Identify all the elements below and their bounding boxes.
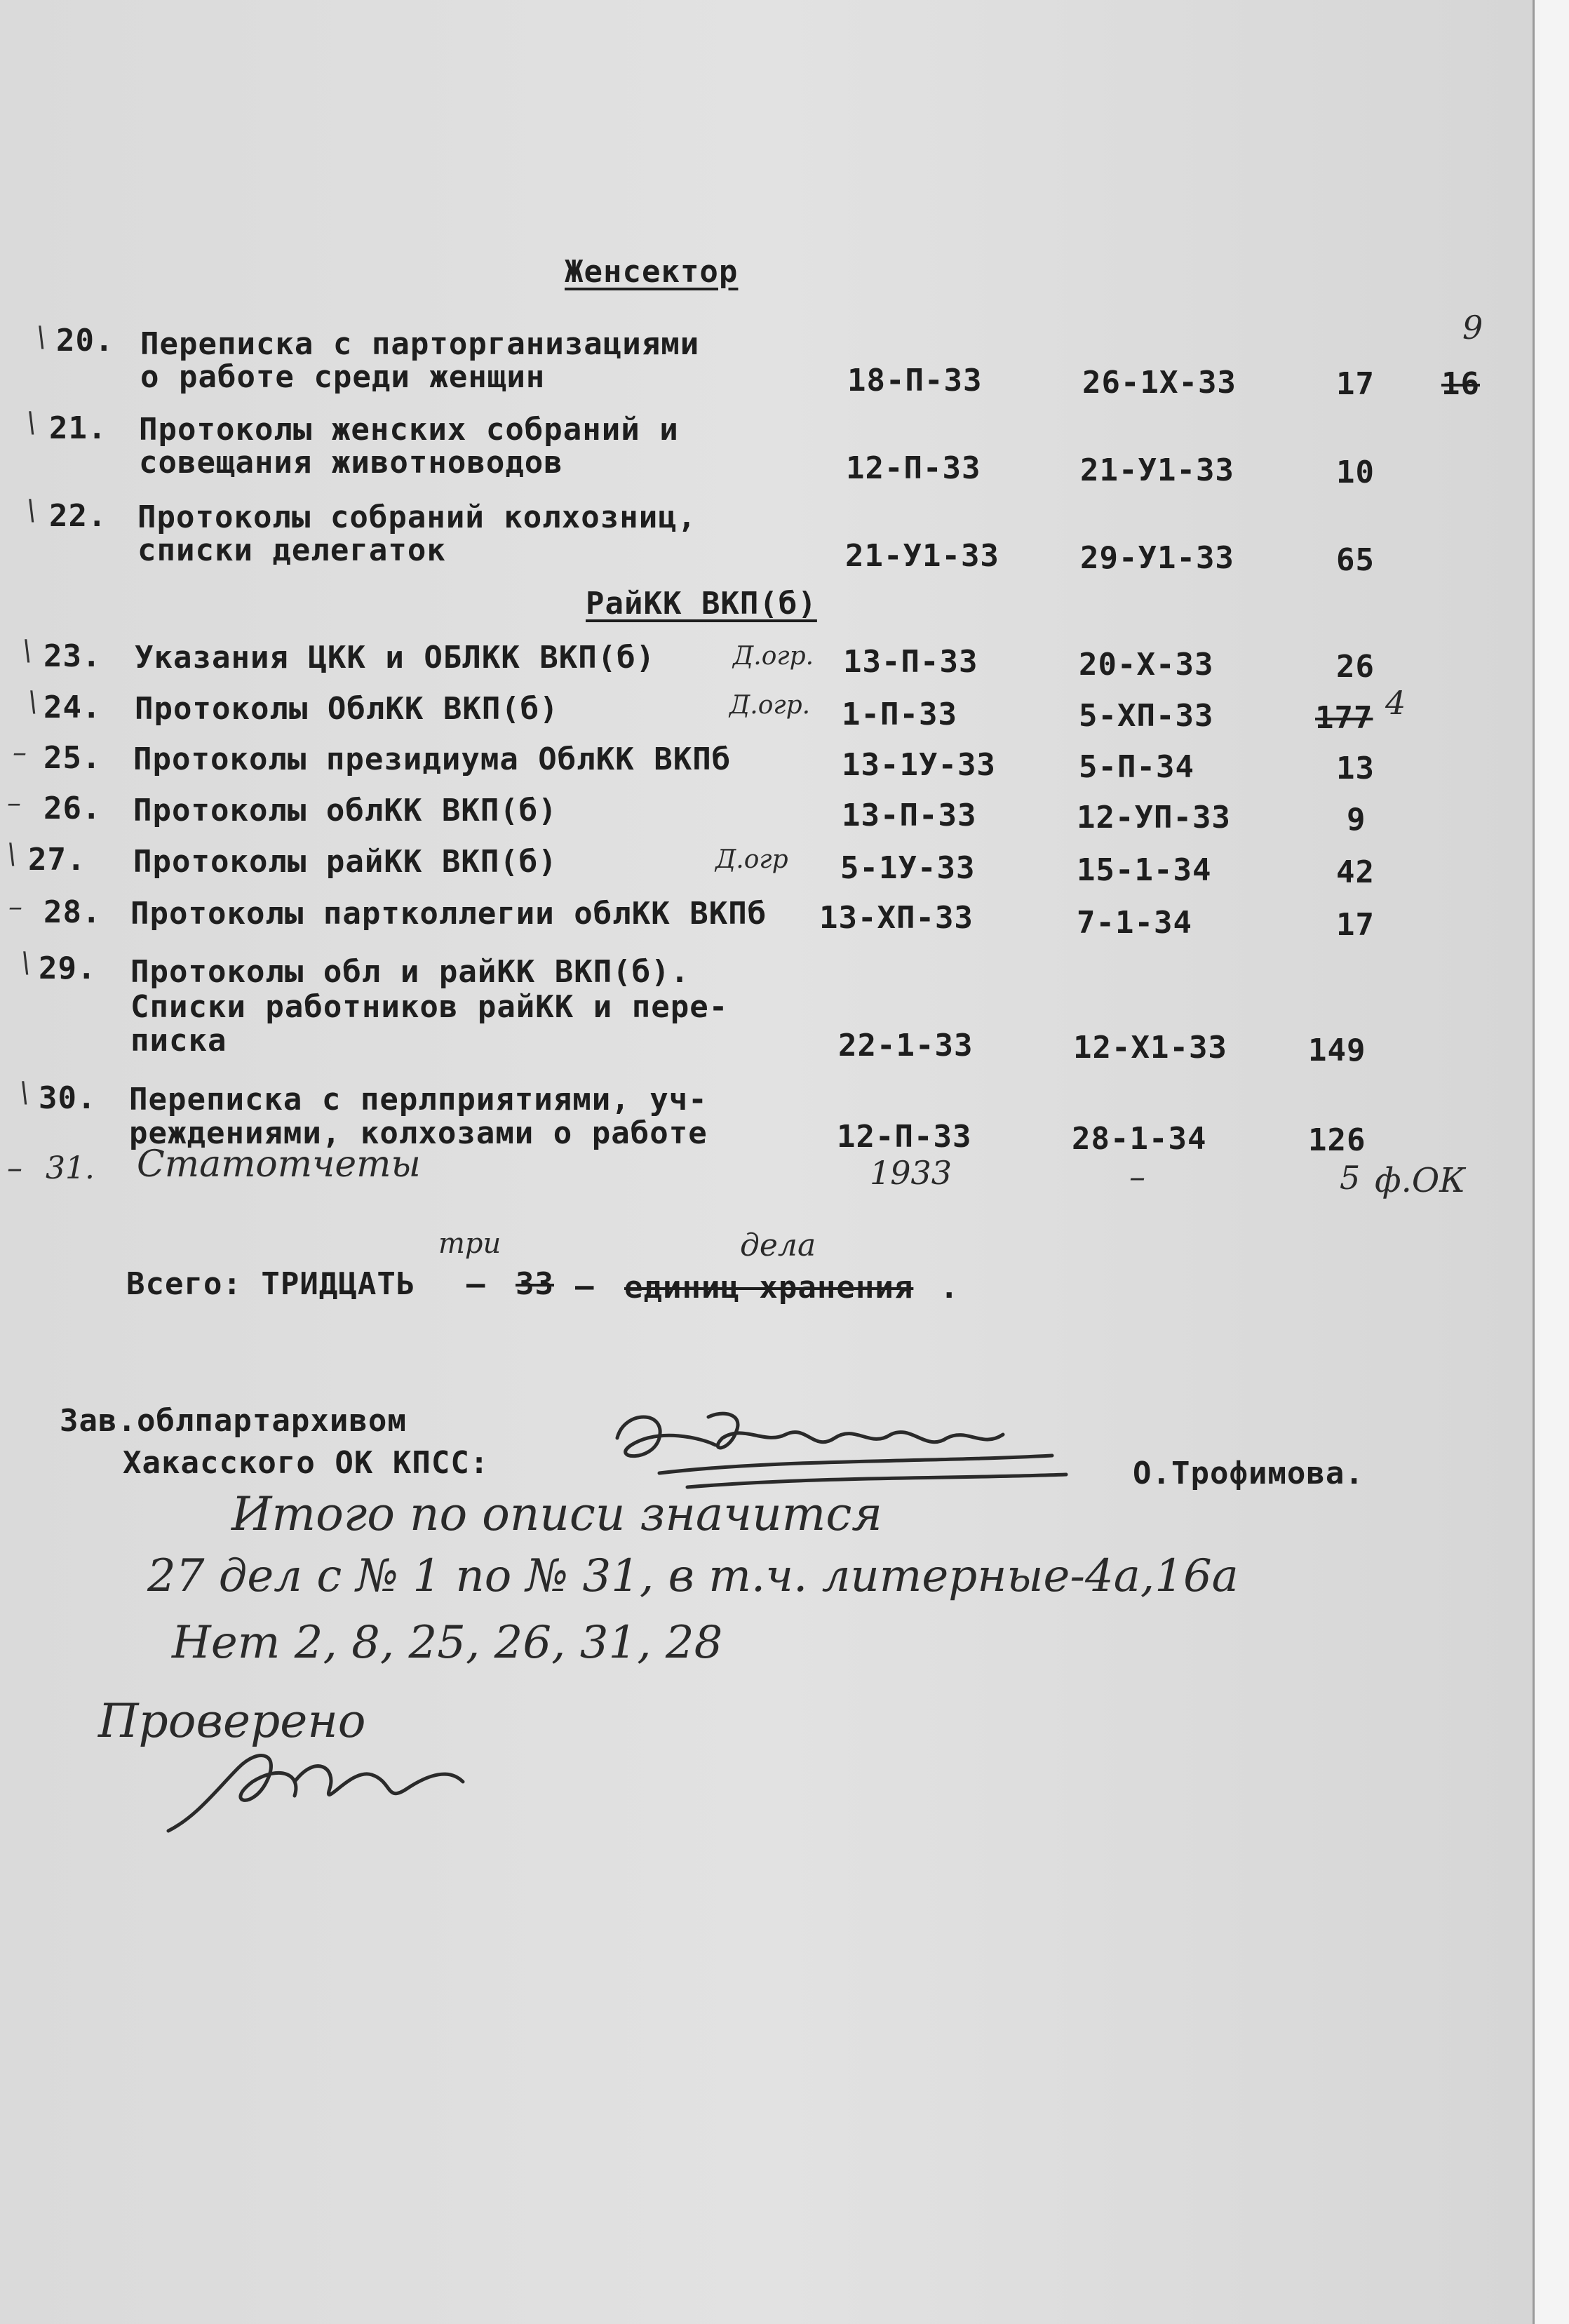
row-31-year: 1933 — [870, 1154, 952, 1192]
row-20-end-date: 26-1Х-33 — [1082, 365, 1237, 401]
row-20-tick: \ — [36, 321, 46, 354]
row-23-title: Указания ЦКК и ОБЛКК ВКП(б) — [135, 640, 656, 676]
row-24-end-date: 5-ХП-33 — [1079, 698, 1214, 734]
total-dash: – — [466, 1266, 486, 1302]
row-20-extra-handwritten: 9 — [1462, 309, 1483, 347]
row-21-title-line1: Протоколы женских собраний и — [139, 412, 679, 448]
row-29-title-line2: Списки работников райКК и пере- — [130, 989, 729, 1025]
row-24-tick: \ — [28, 686, 38, 718]
signature-name: О.Трофимова. — [1133, 1456, 1364, 1491]
row-20-extra-struck: 16 — [1441, 366, 1480, 402]
note-line-4: Проверено — [98, 1694, 366, 1748]
signature-title-line1: Зав.облпартархивом — [60, 1403, 407, 1439]
row-25-number: 25. — [43, 740, 102, 776]
row-27-number: 27. — [28, 842, 86, 878]
row-31-number: 31. — [46, 1150, 95, 1186]
row-21-tick: \ — [27, 407, 36, 439]
row-29-sheets: 149 — [1308, 1033, 1366, 1068]
total-dash-2: – — [575, 1268, 595, 1304]
row-28-title: Протоколы партколлегии облКК ВКПб — [130, 896, 767, 932]
row-25-sheets: 13 — [1336, 751, 1375, 786]
total-struck-number: 33 — [516, 1266, 554, 1302]
note-line-3: Нет 2, 8, 25, 26, 31, 28 — [172, 1617, 723, 1669]
row-30-number: 30. — [39, 1080, 97, 1116]
row-24-sheets-struck: 177 — [1315, 700, 1373, 736]
page-edge — [1533, 0, 1569, 2324]
row-30-sheets: 126 — [1308, 1122, 1366, 1158]
row-20-title-line1: Переписка с парторганизациями — [140, 326, 700, 362]
row-23-note: Д.огр. — [733, 642, 814, 671]
row-20-sheets: 17 — [1336, 366, 1375, 402]
row-27-end-date: 15-1-34 — [1077, 852, 1212, 888]
row-21-end-date: 21-У1-33 — [1080, 452, 1234, 488]
total-prefix: Всего: ТРИДЦАТЬ — [126, 1266, 416, 1302]
row-30-title-line1: Переписка с перлприятиями, уч- — [129, 1082, 708, 1117]
row-29-title-line1: Протоколы обл и райКК ВКП(б). — [130, 954, 690, 990]
row-21-title-line2: совещания животноводов — [139, 445, 563, 481]
total-end: . — [940, 1270, 959, 1305]
row-26-title: Протоколы облКК ВКП(б) — [133, 793, 558, 828]
row-24-number: 24. — [43, 690, 102, 725]
note-line-2: 27 дел с № 1 по № 31, в т.ч. литерные-4а,16а — [147, 1550, 1239, 1602]
director-signature — [603, 1396, 1080, 1501]
row-30-end-date: 28-1-34 — [1072, 1121, 1207, 1157]
row-22-title-line1: Протоколы собраний колхозниц, — [137, 499, 697, 535]
row-20-start-date: 18-П-33 — [847, 363, 983, 398]
row-20-number: 20. — [56, 323, 114, 358]
row-28-number: 28. — [43, 894, 102, 930]
row-29-number: 29. — [39, 951, 97, 986]
total-handwritten-three: три — [438, 1228, 501, 1260]
section-title-raykk: РайКК ВКП(б) — [586, 586, 817, 622]
row-25-title: Протоколы президиума ОблКК ВКПб — [133, 741, 732, 777]
row-28-start-date: 13-ХП-33 — [819, 900, 974, 936]
row-29-start-date: 22-1-33 — [838, 1028, 974, 1063]
row-26-start-date: 13-П-33 — [842, 798, 977, 833]
row-20-title-line2: о работе среди женщин — [140, 359, 546, 395]
note-line-1: Итого по описи значится — [231, 1487, 882, 1541]
row-22-number: 22. — [49, 498, 107, 534]
row-22-title-line2: списки делегаток — [137, 532, 446, 568]
row-22-end-date: 29-У1-33 — [1080, 540, 1234, 576]
row-31-end-dash: – — [1129, 1157, 1145, 1195]
row-29-title-line3: писка — [130, 1023, 227, 1059]
row-22-tick: \ — [27, 495, 36, 527]
row-29-end-date: 12-Х1-33 — [1073, 1030, 1227, 1066]
row-21-number: 21. — [49, 410, 107, 446]
row-27-note: Д.огр — [715, 845, 788, 874]
row-28-tick: – — [8, 891, 22, 923]
section-title-zhensektor: Женсектор — [565, 254, 739, 290]
row-26-end-date: 12-УП-33 — [1077, 800, 1231, 835]
row-31-title: Статотчеты — [137, 1143, 421, 1185]
row-26-tick: – — [7, 787, 21, 819]
row-30-tick: \ — [20, 1077, 29, 1109]
total-struck-words: единиц хранения — [624, 1270, 914, 1305]
row-31-fond-note: ф.ОК — [1375, 1161, 1466, 1200]
row-23-start-date: 13-П-33 — [843, 644, 978, 680]
row-30-start-date: 12-П-33 — [837, 1119, 972, 1155]
row-27-title: Протоколы райКК ВКП(б) — [133, 844, 558, 880]
row-24-title: Протоколы ОблКК ВКП(б) — [135, 691, 559, 727]
row-30-title-line2: реждениями, колхозами о работе — [129, 1115, 708, 1151]
row-23-tick: \ — [22, 635, 32, 667]
row-24-start-date: 1-П-33 — [842, 697, 957, 732]
total-handwritten-dela: дела — [740, 1228, 816, 1263]
row-25-end-date: 5-П-34 — [1079, 749, 1194, 785]
row-31-sheets: 5 — [1340, 1159, 1361, 1197]
row-31-tick: – — [7, 1150, 22, 1186]
row-22-start-date: 21-У1-33 — [845, 538, 999, 574]
row-23-number: 23. — [43, 638, 102, 674]
row-28-sheets: 17 — [1336, 907, 1375, 943]
row-24-note: Д.огр. — [729, 691, 811, 720]
row-21-start-date: 12-П-33 — [846, 450, 981, 486]
row-23-end-date: 20-Х-33 — [1079, 647, 1214, 683]
row-29-tick: \ — [21, 947, 31, 979]
row-22-sheets: 65 — [1336, 542, 1375, 578]
row-21-sheets: 10 — [1336, 455, 1375, 490]
row-25-tick: – — [13, 737, 27, 769]
row-25-start-date: 13-1У-33 — [842, 747, 996, 783]
row-26-sheets: 9 — [1347, 802, 1366, 838]
row-27-sheets: 42 — [1336, 854, 1375, 890]
row-23-sheets: 26 — [1336, 649, 1375, 685]
verifier-signature — [154, 1726, 477, 1845]
row-28-end-date: 7-1-34 — [1077, 905, 1192, 941]
row-24-sheets-handwritten: 4 — [1385, 684, 1406, 722]
row-27-start-date: 5-1У-33 — [840, 850, 976, 886]
row-26-number: 26. — [43, 791, 102, 826]
signature-title-line2: Хакасского ОК КПСС: — [123, 1445, 490, 1481]
row-27-tick: \ — [7, 838, 17, 871]
